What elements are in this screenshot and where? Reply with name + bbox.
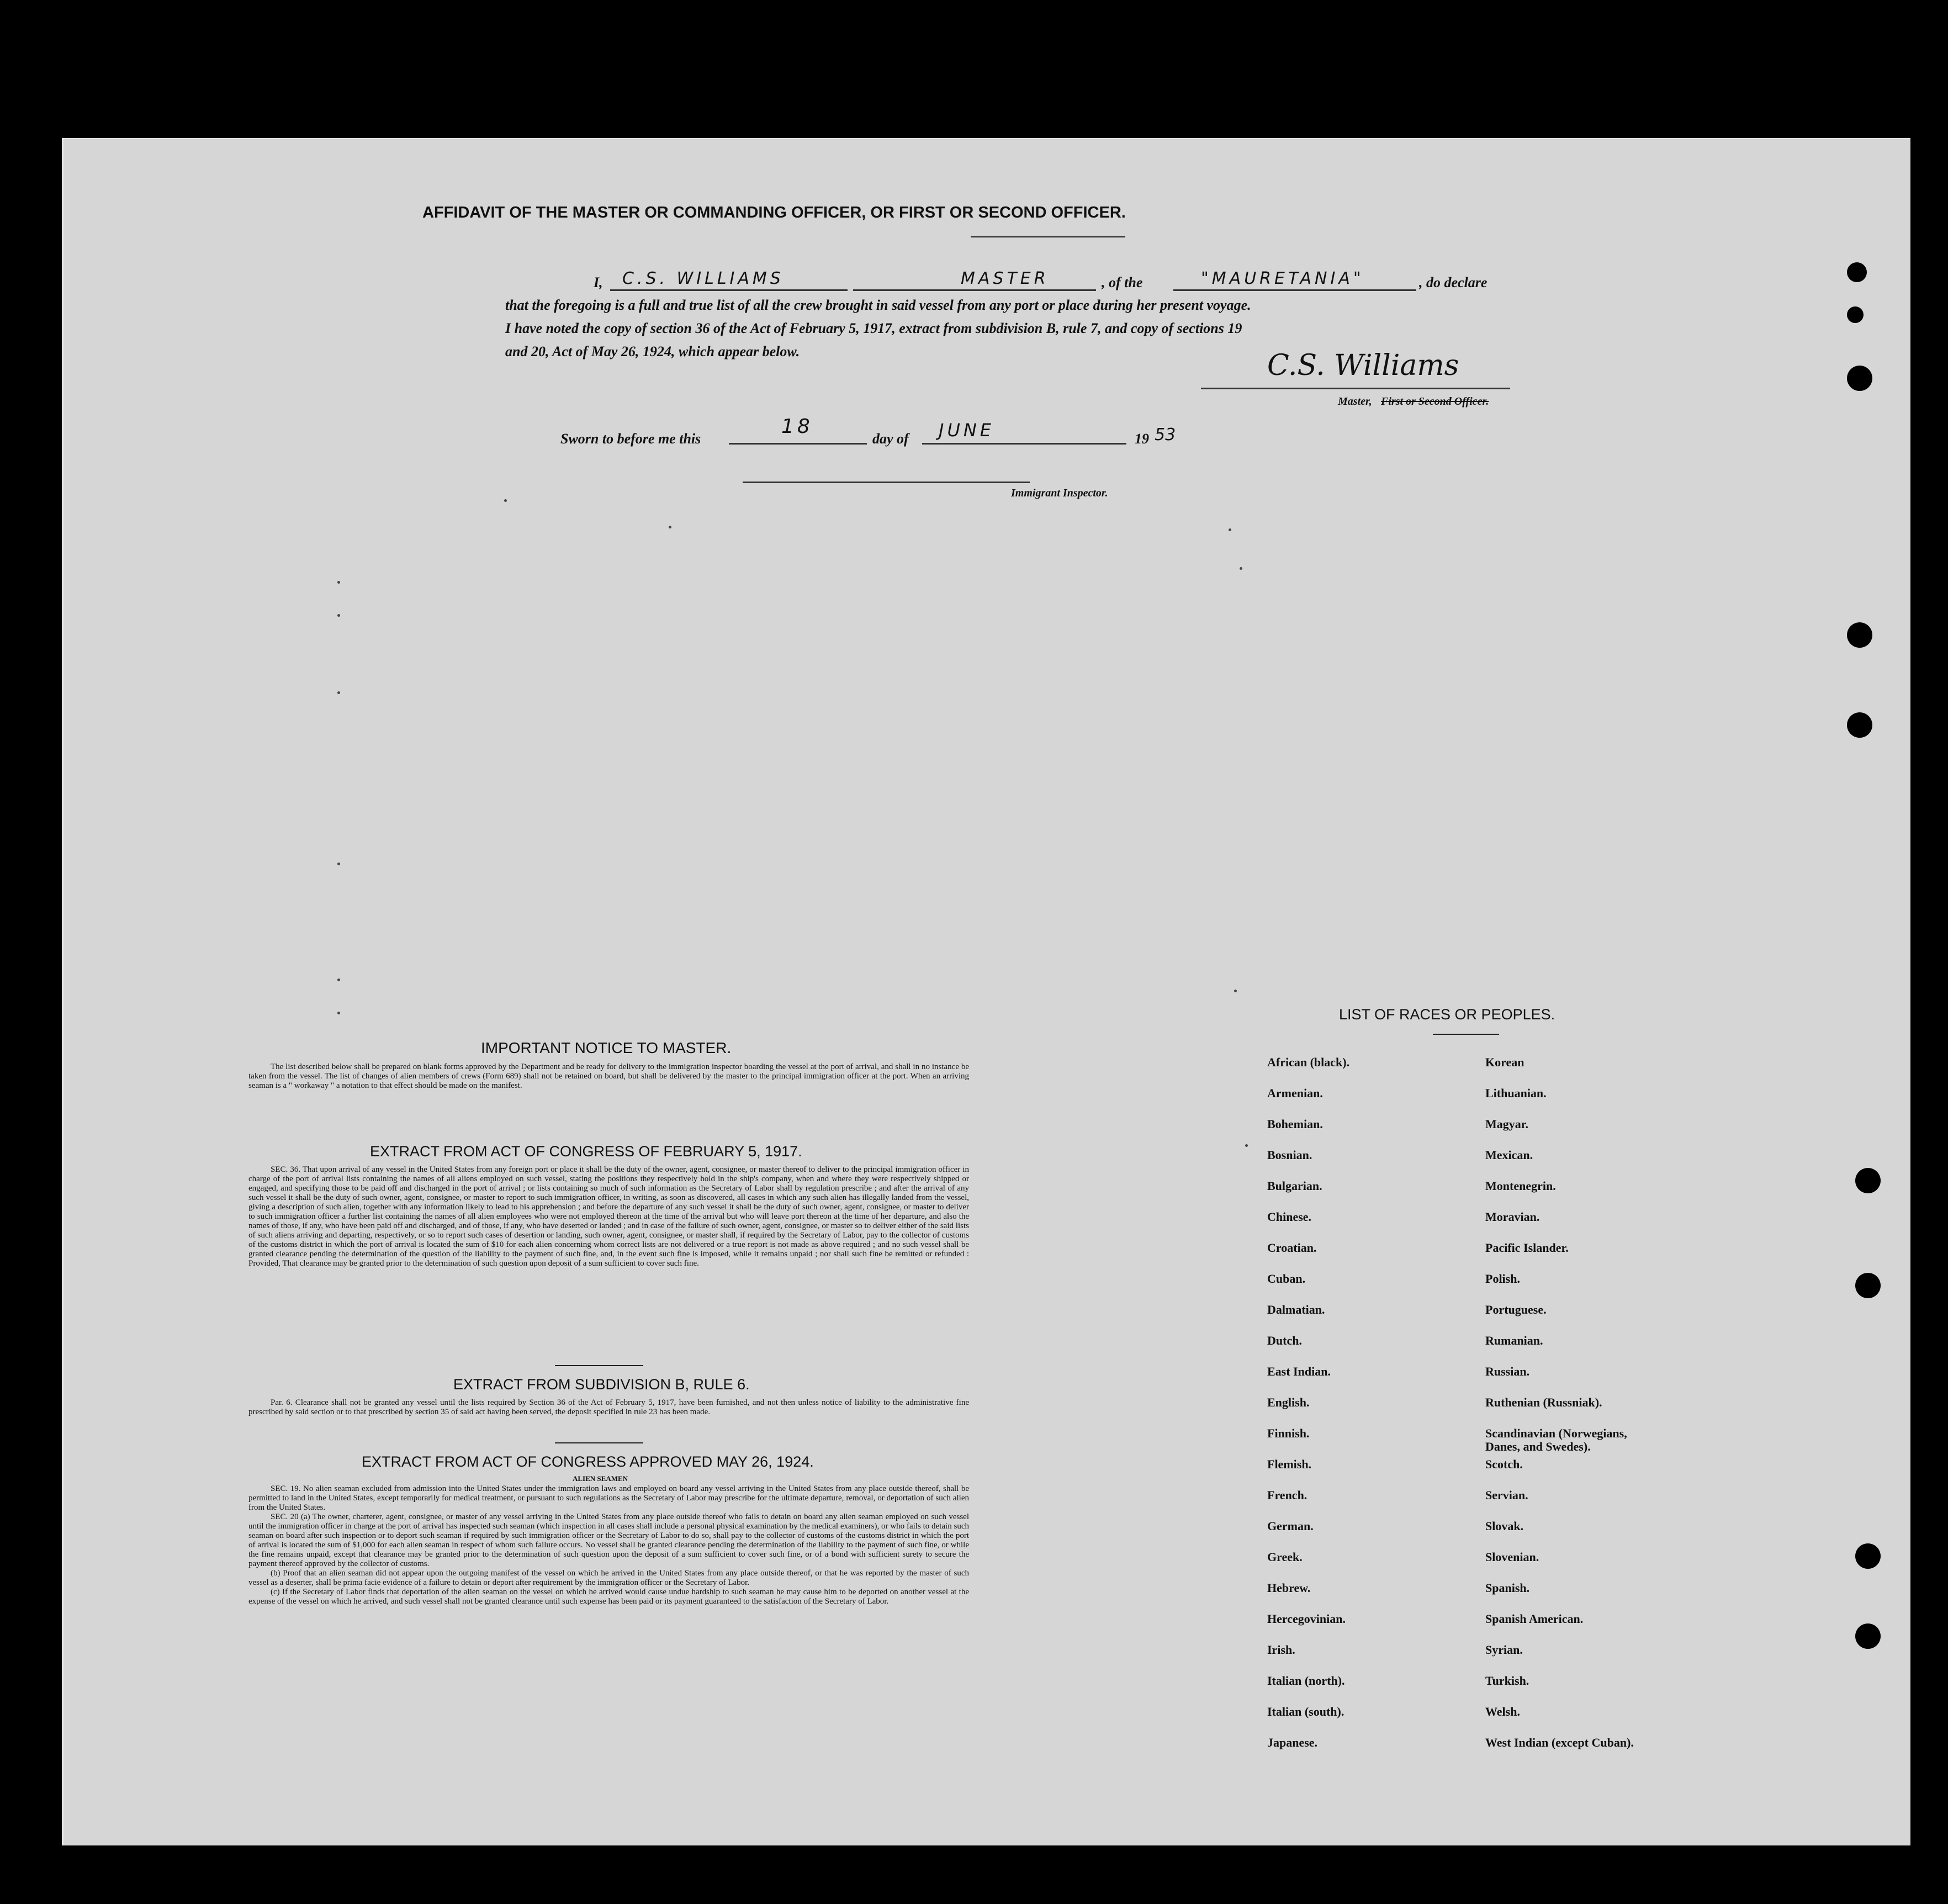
scan-dot — [1229, 528, 1231, 531]
race-item: Ruthenian (Russniak). — [1485, 1395, 1602, 1409]
scan-dot — [669, 526, 671, 528]
sworn-day: 18 — [781, 415, 813, 438]
punch-hole — [1847, 622, 1872, 648]
race-item: Mexican. — [1485, 1148, 1533, 1162]
race-item: Spanish American. — [1485, 1612, 1584, 1626]
section-divider — [555, 1442, 643, 1443]
race-item: Japanese. — [1267, 1736, 1318, 1749]
race-item: East Indian. — [1267, 1364, 1331, 1378]
scan-dot — [337, 614, 340, 617]
race-item: Finnish. — [1267, 1426, 1310, 1440]
race-item: Croatian. — [1267, 1241, 1317, 1255]
races-title: LIST OF RACES OR PEOPLES. — [1339, 1006, 1555, 1023]
scan-dot — [337, 691, 340, 694]
race-item: Scotch. — [1485, 1457, 1523, 1471]
vessel-line — [1173, 289, 1416, 291]
scan-dot — [1240, 567, 1242, 570]
punch-hole — [1855, 1543, 1881, 1569]
race-item: West Indian (except Cuban). — [1485, 1736, 1634, 1749]
signature-caption-struck: First or Second Officer. — [1381, 395, 1489, 408]
race-item: Chinese. — [1267, 1210, 1312, 1224]
section-20c-text: (c) If the Secretary of Labor finds that deportation of the alien seaman on the vessel on which he arrived would cause undue hardship to such seaman he may cause him to be deported on another vessel at the expense of the vessel on which he arrived, and such vessel shall not be granted clearance until such expense has been paid or its payment guaranteed to the satisfaction of the Secretary of Labor. — [248, 1588, 969, 1606]
punch-hole — [1847, 262, 1867, 282]
race-item: Hebrew. — [1267, 1581, 1311, 1595]
sworn-month: JUNE — [939, 420, 995, 441]
year-suffix: 53 — [1155, 425, 1176, 445]
section-20b-text: (b) Proof that an alien seaman did not appear upon the outgoing manifest of the vessel on which he arrived in the United States from any place outside thereof, or that he was reported by the master of such vessel as a deserter, shall be prima facie evidence of a failure to detain or deport after requirement by the immigration officer or the Secretary of Labor. — [248, 1569, 969, 1587]
signature-line — [1201, 388, 1510, 389]
scan-dot — [337, 1012, 340, 1014]
punch-hole — [1847, 366, 1872, 391]
race-item: Scandinavian (Norwegians, Danes, and Swedes). — [1485, 1426, 1627, 1453]
section-20a-text: SEC. 20 (a) The owner, charterer, agent, consignee, or master of any vessel arriving in the United States from any place outside thereof who fails to detain on board any alien seaman employed on such vessel until the immigration officer in charge at the port of arrival has inspected such seaman (which inspection in all cases shall include a personal physical examination by the medical examiners), or who fails to detain such seaman on board after such inspection or to deport such seaman if required by such immigration officer or the Secretary of Labor to do so, shall pay to the collector of customs of the customs district in which the port of arrival is located the sum of $1,000 for each alien seaman in respect of whom such failure occurs. No vessel shall be granted clearance pending the determination of the liability to the payment of such fine, or while the fine remains unpaid, except that clearance may be granted prior to the determination of such question upon the deposit of a sum sufficient to cover such fine, or of a bond with sufficient surety to secure the payment thereof approved by the collector of customs. — [248, 1512, 969, 1568]
inspector-caption: Immigrant Inspector. — [1011, 487, 1108, 499]
race-item: Syrian. — [1485, 1643, 1523, 1657]
day-line — [729, 443, 867, 445]
extract-1917-title: EXTRACT FROM ACT OF CONGRESS OF FEBRUARY 5, 1917. — [370, 1143, 802, 1160]
subdivision-b-text: Par. 6. Clearance shall not be granted any vessel until the lists required by Section 36 of the Act of February 5, 1917, have been furnished, and not then unless notice of liability to the administrative fine prescribed by said section or to that prescribed by section 35 of said act having been served, the deposit specified in rule 23 has been made. — [248, 1398, 969, 1416]
punch-hole — [1855, 1623, 1881, 1649]
race-item: Dalmatian. — [1267, 1303, 1325, 1316]
race-item: Rumanian. — [1485, 1334, 1543, 1347]
race-item: Greek. — [1267, 1550, 1303, 1564]
race-item: African (black). — [1267, 1055, 1350, 1069]
races-title-rule — [1433, 1034, 1499, 1035]
extract-1924-title: EXTRACT FROM ACT OF CONGRESS APPROVED MAY 26, 1924. — [362, 1453, 814, 1470]
sworn-text: Sworn to before me this — [560, 431, 701, 447]
race-item: English. — [1267, 1395, 1310, 1409]
race-item: Dutch. — [1267, 1334, 1302, 1347]
punch-hole — [1855, 1273, 1881, 1298]
scan-dot — [337, 863, 340, 865]
rank-line — [853, 289, 1096, 291]
race-item: Spanish. — [1485, 1581, 1530, 1595]
punch-hole — [1855, 1168, 1881, 1193]
race-item: Servian. — [1485, 1488, 1528, 1502]
race-item: Portuguese. — [1485, 1303, 1547, 1316]
race-item: Pacific Islander. — [1485, 1241, 1569, 1255]
race-item: Turkish. — [1485, 1674, 1529, 1688]
scan-dot — [1245, 1144, 1248, 1147]
race-item: Magyar. — [1485, 1117, 1529, 1131]
race-item: Welsh. — [1485, 1705, 1520, 1718]
extract-1924-body — [248, 1484, 969, 1606]
race-item: Hercegovinian. — [1267, 1612, 1346, 1626]
scan-dot — [504, 499, 507, 502]
race-item: Russian. — [1485, 1364, 1530, 1378]
extract-1917-text: SEC. 36. That upon arrival of any vessel in the United States from any foreign port or place it shall be the duty of the owner, agent, consignee, or master thereof to deliver to the principal immigration officer in charge of the port of arrival lists containing the names of all aliens employed on such vessel, stating the positions they respectively hold in the ship's company, when and where they were respectively shipped or engaged, and specifying those to be paid off and discharged in the port of arrival ; or lists containing so much of such information as the Secretary of Labor shall by regulation prescribe ; and after the arrival of any such vessel it shall be the duty of such owner, agent, consignee, or master to report to such immigration officer, in writing, as soon as discovered, all cases in which any such alien has illegally landed from the vessel, giving a description of such alien, together with any information likely to lead to his apprehension ; and before the departure of any such vessel it shall be the duty of such owner, agent, consignee, or master to deliver to such immigration officer a further list containing the names of all alien employees who were not employed thereon at the time of the arrival but who will leave port thereon at the time of her departure, and also the names of those, if any, who have been paid off and discharged, and of those, if any, who have deserted or landed ; and in case of the failure of such owner, agent, consignee, or master so to deliver either of the said lists of such aliens arriving and departing, respectively, or so to report such cases of desertion or landing, such owner, agent, consignee, or master shall, if required by the Secretary of Labor, pay to the collector of customs of the customs district in which the port of arrival is located the sum of $10 for each alien concerning whom correct lists are not delivered or a true report is not made as above required ; and no such vessel shall be granted clearance pending the determination of the question of the liability to the payment of such fine, and, in the event such fine is imposed, while it remains unpaid ; nor shall such fine be remitted or refunded : Provided, That clearance may be granted prior to the determination of such question upon deposit of a sum sufficient to cover such fine. — [248, 1165, 969, 1268]
affidavit-line-3: I have noted the copy of section 36 of the Act of February 5, 1917, extract from subdivision B, rule 7, and copy of sections 19 — [505, 320, 1242, 336]
do-declare-text: , do declare — [1419, 274, 1488, 290]
scan-dot — [337, 979, 340, 981]
race-item: Lithuanian. — [1485, 1086, 1547, 1100]
race-item: Italian (south). — [1267, 1705, 1344, 1718]
race-item: French. — [1267, 1488, 1308, 1502]
race-item: Armenian. — [1267, 1086, 1323, 1100]
signature-caption-master: Master, — [1338, 395, 1372, 408]
race-item: German. — [1267, 1519, 1314, 1533]
race-item: Bohemian. — [1267, 1117, 1323, 1131]
affidavit-title-rule — [971, 236, 1125, 237]
affidavit-line-2: that the foregoing is a full and true list of all the crew brought in said vessel from any port or place during her present voyage. — [505, 297, 1251, 313]
race-item: Korean — [1485, 1055, 1524, 1069]
race-item: Montenegrin. — [1485, 1179, 1556, 1193]
of-the-text: , of the — [1102, 274, 1143, 290]
race-item: Irish. — [1267, 1643, 1295, 1657]
section-divider — [555, 1365, 643, 1366]
master-signature: C.S. Williams — [1267, 349, 1459, 382]
race-item: Bulgarian. — [1267, 1179, 1322, 1193]
month-line — [922, 443, 1126, 445]
inspector-line — [743, 482, 1030, 483]
affidavit-title: AFFIDAVIT OF THE MASTER OR COMMANDING OFFICER, OR FIRST OR SECOND OFFICER. — [422, 204, 1126, 221]
race-item: Bosnian. — [1267, 1148, 1312, 1162]
race-item: Slovenian. — [1485, 1550, 1539, 1564]
punch-hole — [1847, 306, 1864, 323]
day-of-text: day of — [872, 431, 909, 447]
year-prefix: 19 — [1135, 431, 1149, 447]
race-item: Italian (north). — [1267, 1674, 1345, 1688]
race-item: Moravian. — [1485, 1210, 1540, 1224]
section-19-text: SEC. 19. No alien seaman excluded from admission into the United States under the immigration laws and employed on board any vessel arriving in the United States from any place outside thereof, shall be permitted to land in the United States, except temporarily for medical treatment, or pursuant to such regulations as the Secretary of Labor may prescribe for the ultimate departure, removal, or deportation of such alien from the United States. — [248, 1484, 969, 1512]
master-rank: MASTER — [961, 269, 1049, 288]
affidavit-line-4: and 20, Act of May 26, 1924, which appear below. — [505, 343, 800, 359]
name-line — [610, 289, 848, 291]
vessel-name: "MAURETANIA" — [1201, 269, 1364, 288]
subdivision-b-title: EXTRACT FROM SUBDIVISION B, RULE 6. — [453, 1376, 750, 1393]
i-prefix: I, — [594, 274, 603, 290]
race-item: Flemish. — [1267, 1457, 1312, 1471]
master-name: C.S. WILLIAMS — [622, 269, 784, 288]
punch-hole — [1847, 712, 1872, 738]
notice-text: The list described below shall be prepared on blank forms approved by the Department and be ready for delivery to the immigration inspector boarding the vessel at the port of arrival, and shall in no instance be taken from the vessel. The list of changes of alien members of crews (Form 689) shall not be retained on board, but shall be delivered by the master to the principal immigration officer at the port. When an arriving seaman is a " workaway " a notation to that effect should be made on the manifest. — [248, 1062, 969, 1090]
scan-dot — [1234, 990, 1237, 992]
alien-seamen-subtitle: ALIEN SEAMEN — [573, 1474, 628, 1483]
manifest-page — [62, 138, 1910, 1845]
scan-dot — [337, 581, 340, 584]
race-item: Cuban. — [1267, 1272, 1306, 1286]
notice-title: IMPORTANT NOTICE TO MASTER. — [481, 1039, 732, 1056]
race-item: Slovak. — [1485, 1519, 1524, 1533]
race-item: Polish. — [1485, 1272, 1520, 1286]
